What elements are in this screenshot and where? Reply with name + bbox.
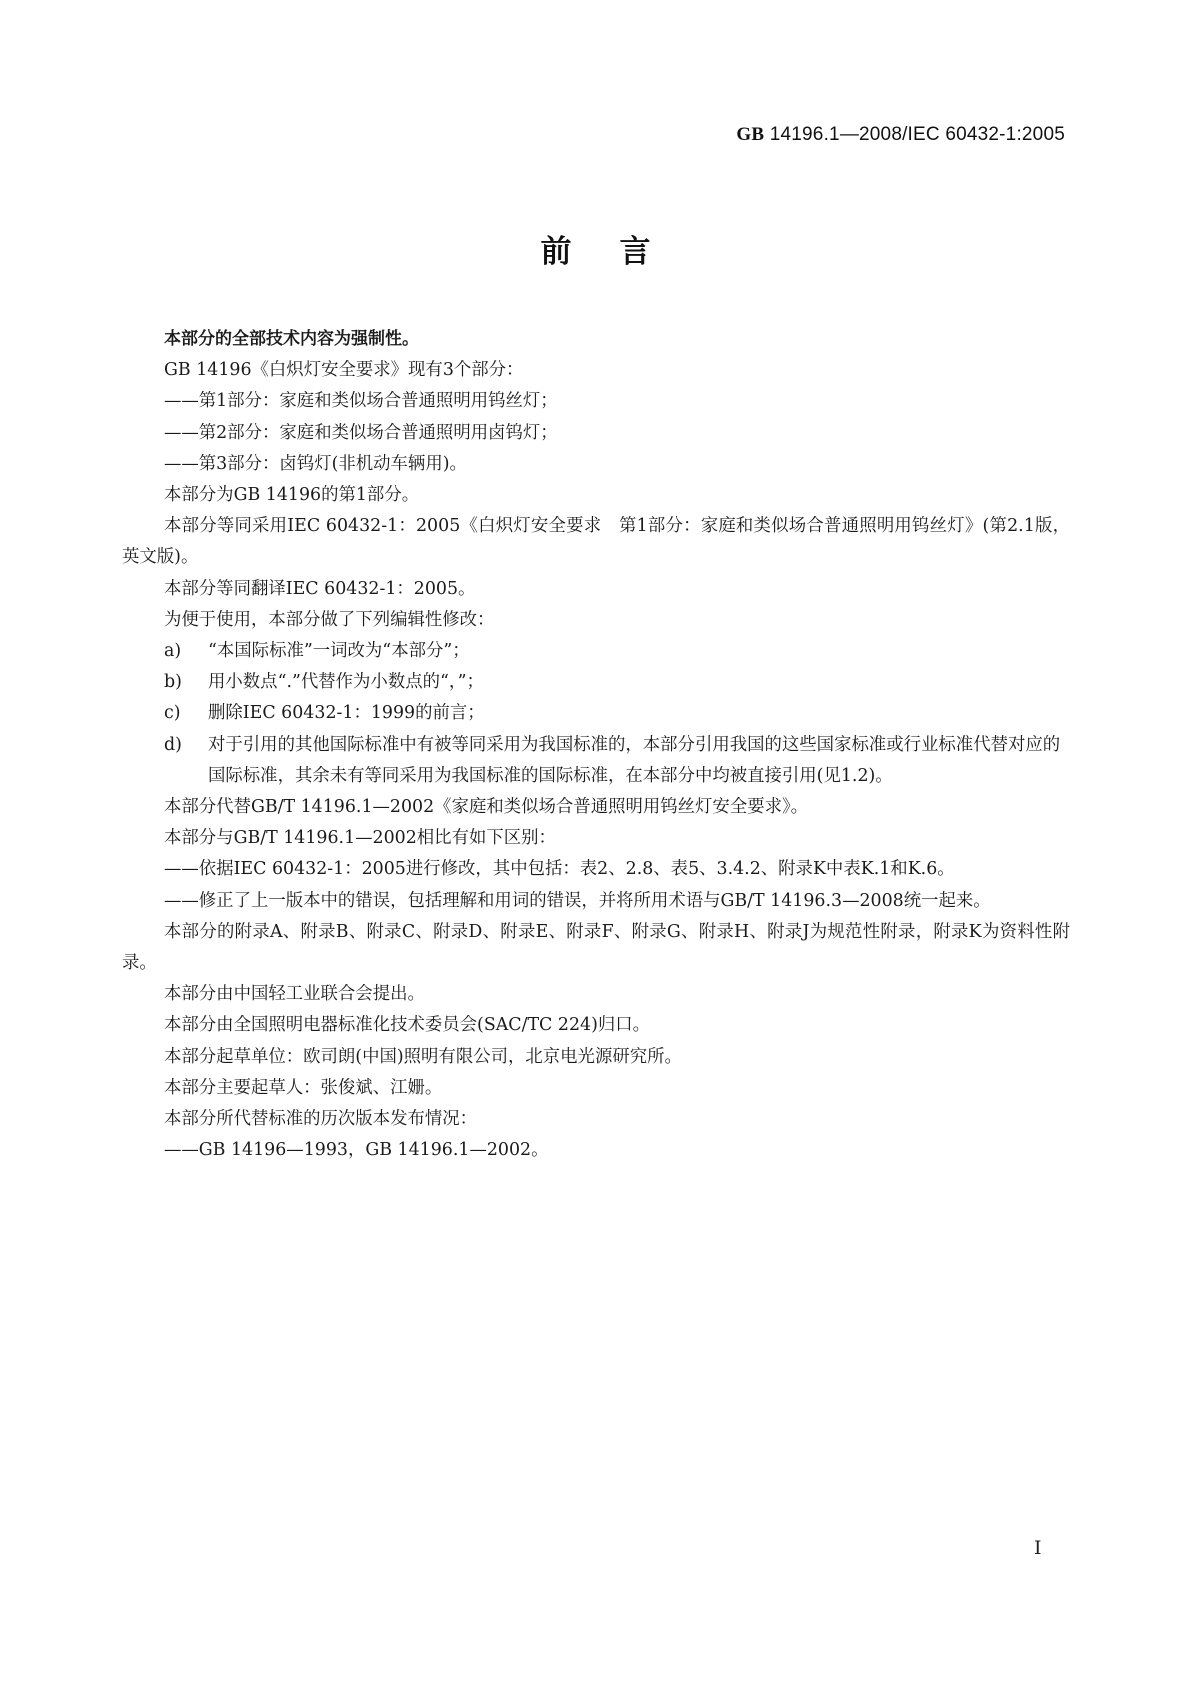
part-list-item-2: ——第2部分：家庭和类似场合普通照明用卤钨灯；	[164, 422, 558, 443]
standard-prefix: GB	[736, 124, 765, 145]
difference-item-2: ——修正了上一版本中的错误，包括理解和用词的错误，并将所用术语与GB/T 14196.3—2008统一起来。	[164, 890, 991, 911]
paragraph-part-number: 本部分为GB 14196的第1部分。	[164, 485, 420, 506]
paragraph-differences-intro: 本部分与GB/T 14196.1—2002相比有如下区别：	[164, 828, 556, 849]
edit-item-text: “本国际标准”一词改为“本部分”；	[208, 641, 470, 662]
paragraph-replaces: 本部分代替GB/T 14196.1—2002《家庭和类似场合普通照明用钨丝灯安全要求》。	[164, 797, 809, 818]
edit-item-text: 对于引用的其他国际标准中有被等同采用为我国标准的，本部分引用我国的这些国家标准或行业标准代替对应的国际标准，其余未有等同采用为我国标准的国际标准，在本部分中均被直接引用(见1.2)。	[208, 734, 1061, 786]
paragraph-drafters: 本部分主要起草人：张俊斌、江姗。	[164, 1077, 443, 1098]
edit-item-label: b)	[164, 672, 182, 693]
standard-code: 14196.1—2008/IEC 60432-1:2005	[769, 124, 1065, 145]
edit-item-d	[122, 730, 1070, 792]
paragraph-drafting-units: 本部分起草单位：欧司朗(中国)照明有限公司，北京电光源研究所。	[164, 1046, 682, 1067]
history-item: ——GB 14196—1993，GB 14196.1—2002。	[164, 1140, 549, 1161]
edit-item-label: d)	[164, 734, 182, 755]
page-title: 前言	[540, 234, 699, 270]
part-list-item-3: ——第3部分：卤钨灯(非机动车辆用)。	[164, 453, 467, 474]
edit-item-label: c)	[164, 703, 181, 724]
part-list-item-1: ——第1部分：家庭和类似场合普通照明用钨丝灯；	[164, 391, 558, 412]
edit-item-label: a)	[164, 641, 182, 662]
paragraph-edits-intro: 为便于使用，本部分做了下列编辑性修改：	[164, 609, 495, 630]
edit-item-text: 删除IEC 60432-1：1999的前言；	[208, 703, 485, 724]
paragraph-adoption: 本部分等同采用IEC 60432-1：2005《白炽灯安全要求 第1部分：家庭和类似场合普通照明用钨丝灯》(第2.1版，英文版)。	[122, 516, 1070, 568]
edit-item-c	[122, 698, 1070, 729]
paragraph-proposed-by: 本部分由中国轻工业联合会提出。	[164, 984, 425, 1005]
edit-item-text: 用小数点“.”代替作为小数点的“，”；	[208, 672, 484, 693]
edit-item-a	[122, 636, 1070, 667]
paragraph-parts-intro: GB 14196《白炽灯安全要求》现有3个部分：	[164, 360, 524, 381]
foreword-body	[122, 324, 1070, 1166]
paragraph-annexes: 本部分的附录A、附录B、附录C、附录D、附录E、附录F、附录G、附录H、附录J为规范性附录，附录K为资料性附录。	[122, 921, 1070, 974]
edit-item-b	[122, 667, 1070, 698]
paragraph-translation: 本部分等同翻译IEC 60432-1：2005。	[164, 578, 476, 599]
page-number: I	[1034, 1537, 1042, 1559]
standard-code-header	[736, 124, 1065, 146]
paragraph-history-intro: 本部分所代替标准的历次版本发布情况：	[164, 1109, 478, 1130]
mandatory-statement: 本部分的全部技术内容为强制性。	[164, 329, 419, 349]
paragraph-committee: 本部分由全国照明电器标准化技术委员会(SAC/TC 224)归口。	[164, 1015, 651, 1036]
difference-item-1: ——依据IEC 60432-1：2005进行修改，其中包括：表2、2.8、表5、3.4.2、附录K中表K.1和K.6。	[164, 859, 955, 880]
